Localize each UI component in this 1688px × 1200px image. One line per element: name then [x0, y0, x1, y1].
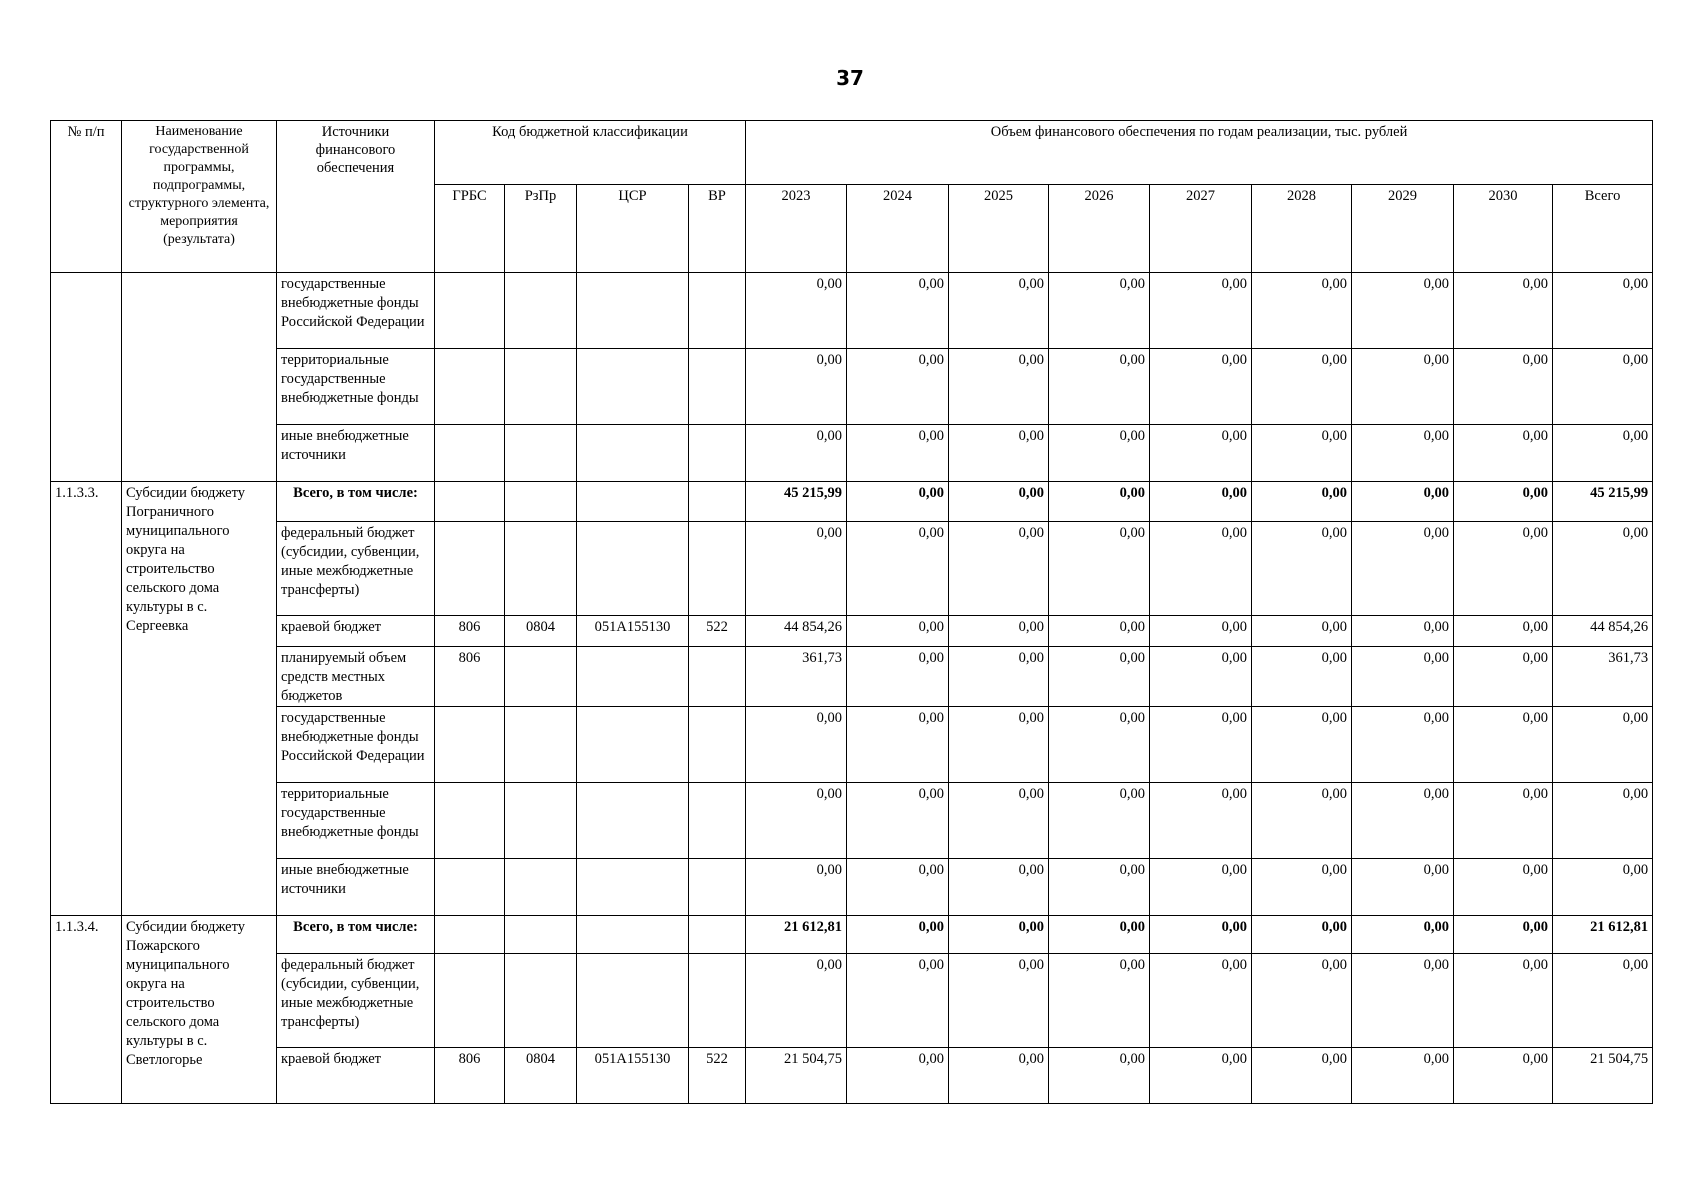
value-2024: 0,00: [847, 482, 949, 522]
header-year-2023: 2023: [746, 185, 847, 273]
value-2030: 0,00: [1454, 522, 1553, 616]
header-vr: ВР: [689, 185, 746, 273]
row-number: 1.1.3.4.: [51, 916, 122, 1104]
code-vr: [689, 273, 746, 349]
code-grbs: [435, 783, 505, 859]
code-csr: [577, 273, 689, 349]
row-name: [122, 273, 277, 482]
value-2026: 0,00: [1049, 482, 1150, 522]
value-2026: 0,00: [1049, 783, 1150, 859]
code-rzpr: [505, 425, 577, 482]
value-2024: 0,00: [847, 859, 949, 916]
value-2023: 0,00: [746, 783, 847, 859]
code-grbs: [435, 349, 505, 425]
value-2030: 0,00: [1454, 1048, 1553, 1104]
value-2030: 0,00: [1454, 425, 1553, 482]
code-vr: [689, 954, 746, 1048]
code-rzpr: [505, 707, 577, 783]
value-2023: 361,73: [746, 647, 847, 707]
value-2030: 0,00: [1454, 273, 1553, 349]
value-2026: 0,00: [1049, 707, 1150, 783]
code-vr: [689, 522, 746, 616]
value-2028: 0,00: [1252, 707, 1352, 783]
value-2028: 0,00: [1252, 425, 1352, 482]
value-total: 44 854,26: [1553, 616, 1653, 647]
value-2029: 0,00: [1352, 349, 1454, 425]
header-year-2026: 2026: [1049, 185, 1150, 273]
funding-source: федеральный бюджет (субсидии, субвенции, иные межбюджетные трансферты): [277, 954, 435, 1048]
value-2027: 0,00: [1150, 707, 1252, 783]
value-2028: 0,00: [1252, 616, 1352, 647]
value-2023: 0,00: [746, 859, 847, 916]
value-2028: 0,00: [1252, 522, 1352, 616]
header-number: № п/п: [51, 121, 122, 273]
value-total: 0,00: [1553, 522, 1653, 616]
value-2023: 0,00: [746, 273, 847, 349]
value-2027: 0,00: [1150, 482, 1252, 522]
code-csr: [577, 954, 689, 1048]
code-csr: [577, 425, 689, 482]
code-vr: 522: [689, 616, 746, 647]
header-codes-group: Код бюджетной классификации: [435, 121, 746, 185]
value-2030: 0,00: [1454, 349, 1553, 425]
funding-source: краевой бюджет: [277, 1048, 435, 1104]
value-2023: 44 854,26: [746, 616, 847, 647]
table-row: [51, 707, 1653, 783]
value-2027: 0,00: [1150, 425, 1252, 482]
code-grbs: [435, 522, 505, 616]
header-year-2024: 2024: [847, 185, 949, 273]
value-2025: 0,00: [949, 916, 1049, 954]
value-2028: 0,00: [1252, 647, 1352, 707]
value-2027: 0,00: [1150, 522, 1252, 616]
table-row: [51, 425, 1653, 482]
code-grbs: 806: [435, 647, 505, 707]
code-rzpr: [505, 859, 577, 916]
code-vr: 522: [689, 1048, 746, 1104]
value-2023: 21 504,75: [746, 1048, 847, 1104]
value-2024: 0,00: [847, 425, 949, 482]
value-total: 0,00: [1553, 349, 1653, 425]
code-rzpr: 0804: [505, 1048, 577, 1104]
value-2025: 0,00: [949, 522, 1049, 616]
code-vr: [689, 859, 746, 916]
code-rzpr: 0804: [505, 616, 577, 647]
table-row: [51, 522, 1653, 616]
value-2029: 0,00: [1352, 916, 1454, 954]
value-2028: 0,00: [1252, 482, 1352, 522]
header-year-2030: 2030: [1454, 185, 1553, 273]
code-csr: [577, 859, 689, 916]
table-row: [51, 783, 1653, 859]
value-2029: 0,00: [1352, 859, 1454, 916]
code-grbs: [435, 425, 505, 482]
value-2025: 0,00: [949, 482, 1049, 522]
code-vr: [689, 349, 746, 425]
value-2025: 0,00: [949, 1048, 1049, 1104]
code-rzpr: [505, 783, 577, 859]
value-2026: 0,00: [1049, 916, 1150, 954]
value-2027: 0,00: [1150, 1048, 1252, 1104]
value-total: 0,00: [1553, 859, 1653, 916]
value-2024: 0,00: [847, 273, 949, 349]
funding-source: иные внебюджетные источники: [277, 859, 435, 916]
funding-source: планируемый объем средств местных бюджетов: [277, 647, 435, 707]
value-2029: 0,00: [1352, 954, 1454, 1048]
code-grbs: [435, 916, 505, 954]
code-vr: [689, 916, 746, 954]
value-2024: 0,00: [847, 916, 949, 954]
table-row: [51, 616, 1653, 647]
row-number: 1.1.3.3.: [51, 482, 122, 916]
row-name: Субсидии бюджету Пожарского муниципального округа на строительство сельского дома культуры в с. Светлогорье: [122, 916, 277, 1104]
value-2028: 0,00: [1252, 349, 1352, 425]
value-2025: 0,00: [949, 783, 1049, 859]
funding-source: государственные внебюджетные фонды Российской Федерации: [277, 707, 435, 783]
value-2030: 0,00: [1454, 647, 1553, 707]
value-2029: 0,00: [1352, 707, 1454, 783]
value-2030: 0,00: [1454, 916, 1553, 954]
row-name: Субсидии бюджету Пограничного муниципального округа на строительство сельского дома культуры в с. Сергеевка: [122, 482, 277, 916]
code-rzpr: [505, 954, 577, 1048]
value-total: 0,00: [1553, 954, 1653, 1048]
funding-source: краевой бюджет: [277, 616, 435, 647]
value-2030: 0,00: [1454, 954, 1553, 1048]
value-total: 361,73: [1553, 647, 1653, 707]
value-2029: 0,00: [1352, 647, 1454, 707]
value-2028: 0,00: [1252, 916, 1352, 954]
value-2029: 0,00: [1352, 1048, 1454, 1104]
page-number: 37: [836, 66, 864, 90]
value-2029: 0,00: [1352, 273, 1454, 349]
value-2025: 0,00: [949, 647, 1049, 707]
value-2024: 0,00: [847, 707, 949, 783]
code-vr: [689, 482, 746, 522]
value-2029: 0,00: [1352, 783, 1454, 859]
value-2027: 0,00: [1150, 616, 1252, 647]
code-grbs: 806: [435, 616, 505, 647]
value-2025: 0,00: [949, 616, 1049, 647]
header-year-2028: 2028: [1252, 185, 1352, 273]
value-2024: 0,00: [847, 349, 949, 425]
value-2028: 0,00: [1252, 273, 1352, 349]
value-2026: 0,00: [1049, 647, 1150, 707]
code-csr: [577, 647, 689, 707]
value-2026: 0,00: [1049, 425, 1150, 482]
code-grbs: [435, 954, 505, 1048]
header-name: Наименование государственной программы, подпрограммы, структурного элемента, мероприятия (результата): [122, 121, 277, 273]
value-2027: 0,00: [1150, 783, 1252, 859]
code-grbs: [435, 707, 505, 783]
value-2025: 0,00: [949, 954, 1049, 1048]
value-2024: 0,00: [847, 522, 949, 616]
value-2028: 0,00: [1252, 954, 1352, 1048]
value-2026: 0,00: [1049, 859, 1150, 916]
value-2026: 0,00: [1049, 954, 1150, 1048]
header-rzpr: РзПр: [505, 185, 577, 273]
code-rzpr: [505, 647, 577, 707]
value-total: 0,00: [1553, 707, 1653, 783]
table-row: [51, 859, 1653, 916]
code-csr: [577, 482, 689, 522]
code-vr: [689, 425, 746, 482]
value-2025: 0,00: [949, 859, 1049, 916]
code-rzpr: [505, 916, 577, 954]
value-2028: 0,00: [1252, 1048, 1352, 1104]
value-2026: 0,00: [1049, 273, 1150, 349]
value-2024: 0,00: [847, 783, 949, 859]
header-year-2027: 2027: [1150, 185, 1252, 273]
table-row: [51, 349, 1653, 425]
value-2024: 0,00: [847, 616, 949, 647]
value-2024: 0,00: [847, 954, 949, 1048]
funding-source: территориальные государственные внебюджетные фонды: [277, 349, 435, 425]
table-body: [51, 273, 1653, 1104]
value-2023: 0,00: [746, 522, 847, 616]
code-csr: 051А155130: [577, 616, 689, 647]
value-2024: 0,00: [847, 1048, 949, 1104]
value-total: 0,00: [1553, 783, 1653, 859]
value-2026: 0,00: [1049, 1048, 1150, 1104]
table-row: [51, 954, 1653, 1048]
table-header: [51, 121, 1653, 273]
value-2025: 0,00: [949, 273, 1049, 349]
code-vr: [689, 707, 746, 783]
funding-source: Всего, в том числе:: [277, 482, 435, 522]
code-csr: [577, 916, 689, 954]
value-2025: 0,00: [949, 349, 1049, 425]
code-csr: 051А155130: [577, 1048, 689, 1104]
value-2027: 0,00: [1150, 273, 1252, 349]
code-csr: [577, 783, 689, 859]
table-row: [51, 916, 1653, 954]
value-2029: 0,00: [1352, 522, 1454, 616]
code-rzpr: [505, 349, 577, 425]
value-2027: 0,00: [1150, 859, 1252, 916]
value-2024: 0,00: [847, 647, 949, 707]
code-rzpr: [505, 482, 577, 522]
header-sources: Источники финансового обеспечения: [277, 121, 435, 273]
value-2023: 0,00: [746, 425, 847, 482]
code-csr: [577, 707, 689, 783]
funding-source: территориальные государственные внебюджетные фонды: [277, 783, 435, 859]
code-grbs: [435, 273, 505, 349]
value-2029: 0,00: [1352, 616, 1454, 647]
funding-source: государственные внебюджетные фонды Российской Федерации: [277, 273, 435, 349]
code-rzpr: [505, 522, 577, 616]
value-2030: 0,00: [1454, 859, 1553, 916]
value-2027: 0,00: [1150, 916, 1252, 954]
code-grbs: 806: [435, 1048, 505, 1104]
value-2023: 21 612,81: [746, 916, 847, 954]
header-csr: ЦСР: [577, 185, 689, 273]
header-year-2029: 2029: [1352, 185, 1454, 273]
value-2030: 0,00: [1454, 616, 1553, 647]
header-volume-group: Объем финансового обеспечения по годам реализации, тыс. рублей: [746, 121, 1653, 185]
value-total: 0,00: [1553, 425, 1653, 482]
budget-table: [50, 120, 1653, 1104]
value-total: 21 612,81: [1553, 916, 1653, 954]
value-2029: 0,00: [1352, 425, 1454, 482]
header-year-2025: 2025: [949, 185, 1049, 273]
code-rzpr: [505, 273, 577, 349]
code-vr: [689, 647, 746, 707]
table-row: [51, 647, 1653, 707]
table-row: [51, 482, 1653, 522]
value-2026: 0,00: [1049, 349, 1150, 425]
code-csr: [577, 522, 689, 616]
value-2023: 45 215,99: [746, 482, 847, 522]
value-2030: 0,00: [1454, 482, 1553, 522]
table-row: [51, 1048, 1653, 1104]
value-2028: 0,00: [1252, 783, 1352, 859]
value-2026: 0,00: [1049, 522, 1150, 616]
value-2027: 0,00: [1150, 954, 1252, 1048]
funding-source: федеральный бюджет (субсидии, субвенции, иные межбюджетные трансферты): [277, 522, 435, 616]
value-2025: 0,00: [949, 707, 1049, 783]
value-total: 21 504,75: [1553, 1048, 1653, 1104]
value-2029: 0,00: [1352, 482, 1454, 522]
code-grbs: [435, 482, 505, 522]
table-row: [51, 273, 1653, 349]
code-vr: [689, 783, 746, 859]
value-2023: 0,00: [746, 954, 847, 1048]
value-2023: 0,00: [746, 349, 847, 425]
value-2023: 0,00: [746, 707, 847, 783]
value-total: 0,00: [1553, 273, 1653, 349]
row-number: [51, 273, 122, 482]
funding-source: Всего, в том числе:: [277, 916, 435, 954]
value-2028: 0,00: [1252, 859, 1352, 916]
header-total: Всего: [1553, 185, 1653, 273]
value-2030: 0,00: [1454, 707, 1553, 783]
value-2027: 0,00: [1150, 647, 1252, 707]
value-total: 45 215,99: [1553, 482, 1653, 522]
value-2026: 0,00: [1049, 616, 1150, 647]
code-grbs: [435, 859, 505, 916]
funding-source: иные внебюджетные источники: [277, 425, 435, 482]
code-csr: [577, 349, 689, 425]
value-2027: 0,00: [1150, 349, 1252, 425]
header-grbs: ГРБС: [435, 185, 505, 273]
value-2025: 0,00: [949, 425, 1049, 482]
value-2030: 0,00: [1454, 783, 1553, 859]
